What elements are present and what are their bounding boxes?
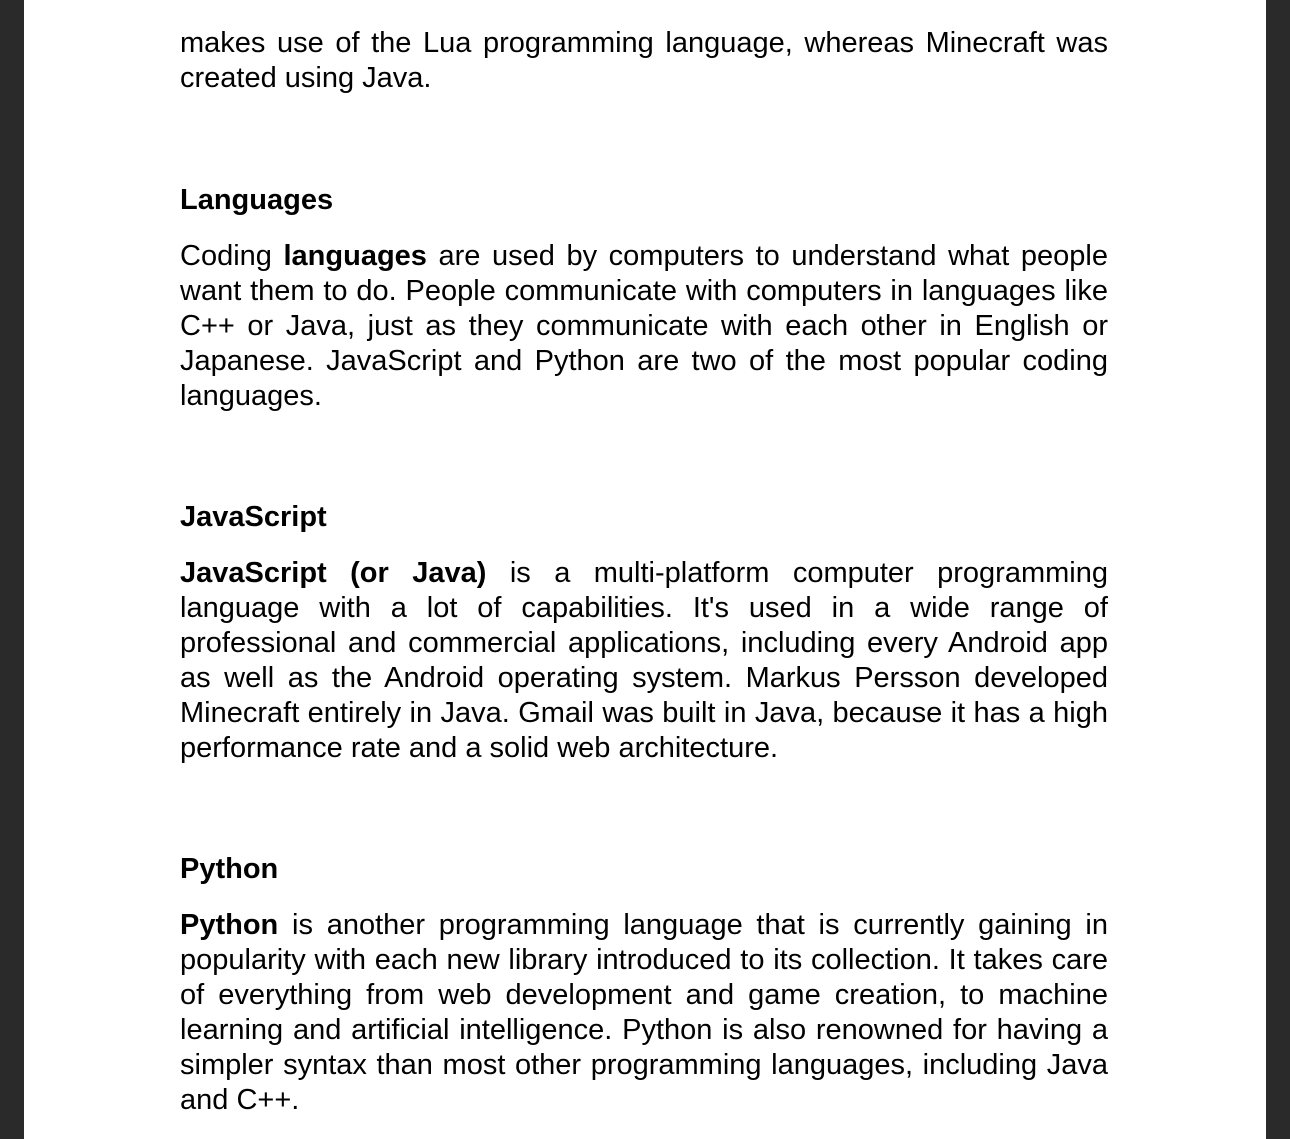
paragraph-body-text: is another programming language that is currently gaining in popularity with each new library introduced to its collection. It takes care of everything from web development and game creation, to machine learning and artificial intelligence. Python is also renowned for having a simpler syntax than most other programming languages, including Java and C++.: [180, 909, 1108, 1116]
paragraph-body-text: is a multi-platform computer programming language with a lot of capabilities. It's used in a wide range of professional and commercial applications, including every Android app as well as the Android operating system. Markus Persson developed Minecraft entirely in Java. Gmail was built in Java, because it has a high performance rate and a solid web architecture.: [180, 557, 1108, 764]
section-paragraph-languages: [180, 239, 1108, 414]
paragraph-body-text: are used by computers to understand what people want them to do. People communicate with computers in languages like C++ or Java, just as they communicate with each other in English or Japanese. JavaScript and Python are two of the most popular coding languages.: [180, 240, 1108, 412]
paragraph-lead-text: Coding: [180, 240, 284, 272]
document-content: [180, 26, 1108, 1118]
bold-term-javascript: JavaScript (or Java): [180, 557, 487, 589]
intro-paragraph-tail: makes use of the Lua programming language, whereas Minecraft was created using Java.: [180, 27, 1108, 94]
section-paragraph-javascript: [180, 556, 1108, 766]
bold-term-languages: languages: [283, 240, 427, 272]
bold-term-python: Python: [180, 909, 279, 941]
section-heading-languages: Languages: [180, 184, 334, 216]
section-heading-python: Python: [180, 853, 279, 885]
section-paragraph-python: [180, 908, 1108, 1118]
section-heading-javascript: JavaScript: [180, 501, 327, 533]
document-page: [24, 0, 1266, 1139]
